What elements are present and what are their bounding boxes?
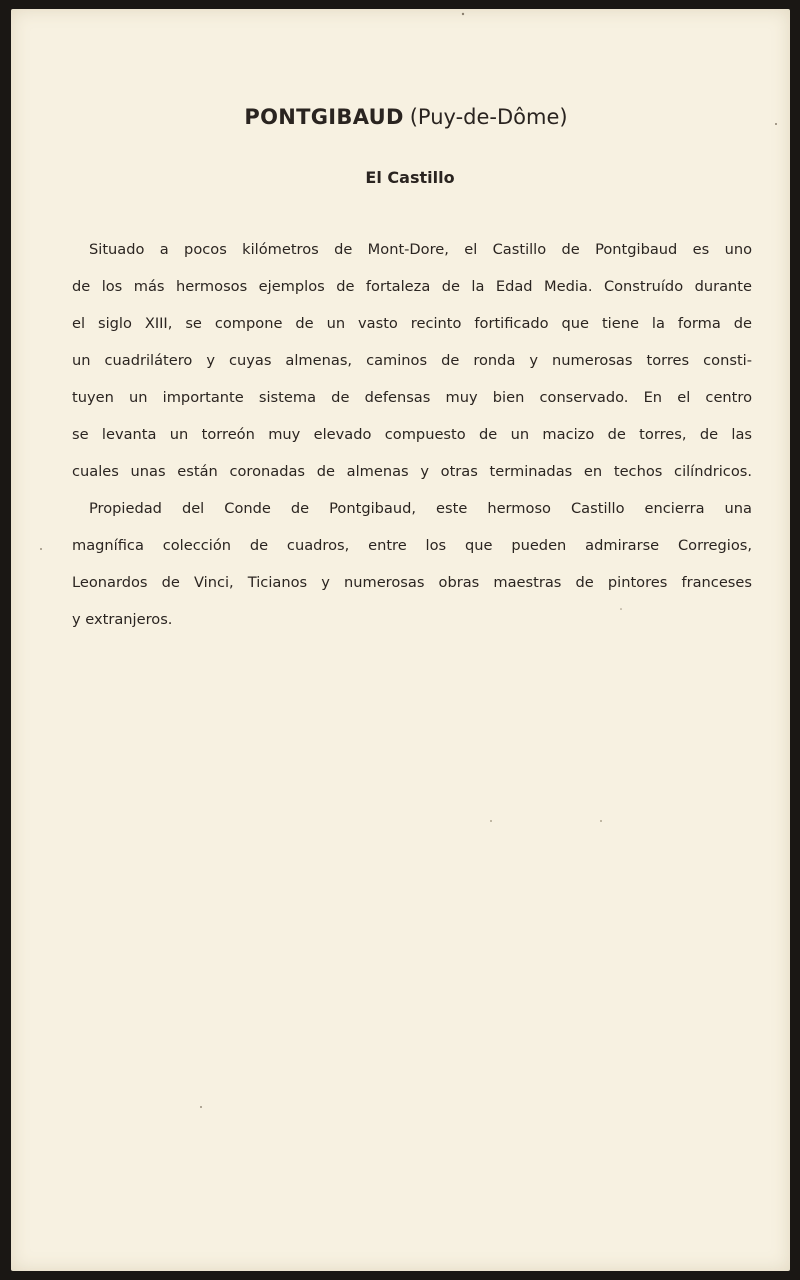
text-line: se levanta un torreón muy elevado compuesto de un macizo de torres, de las bbox=[72, 426, 752, 443]
text-line: Situado a pocos kilómetros de Mont-Dore, el Castillo de Pontgibaud es uno bbox=[89, 241, 752, 258]
postcard-back bbox=[11, 9, 790, 1271]
text-line: y extranjeros. bbox=[72, 611, 173, 628]
text-line: Propiedad del Conde de Pontgibaud, este hermoso Castillo encierra una bbox=[89, 500, 752, 517]
text-line: Leonardos de Vinci, Ticianos y numerosas obras maestras de pintores franceses bbox=[72, 574, 752, 591]
text-line: de los más hermosos ejemplos de fortaleza de la Edad Media. Construído durante bbox=[72, 278, 752, 295]
text-line: magnífica colección de cuadros, entre los que pueden admirarse Corregios, bbox=[72, 537, 752, 554]
page-title bbox=[11, 103, 790, 131]
title-place: PONTGIBAUD bbox=[244, 105, 404, 129]
text-line: el siglo XIII, se compone de un vasto recinto fortificado que tiene la forma de bbox=[72, 315, 752, 332]
text-line: un cuadrilátero y cuyas almenas, caminos de ronda y numerosas torres consti- bbox=[72, 352, 752, 369]
paragraph bbox=[72, 231, 752, 490]
paragraph bbox=[72, 490, 752, 638]
text-line: tuyen un importante sistema de defensas muy bien conservado. En el centro bbox=[72, 389, 752, 406]
text-line: cuales unas están coronadas de almenas y otras terminadas en techos cilíndricos. bbox=[72, 463, 752, 480]
description-text bbox=[72, 231, 752, 638]
page-subtitle: El Castillo bbox=[365, 168, 455, 187]
paper-specks bbox=[11, 9, 790, 1271]
title-region: (Puy-de-Dôme) bbox=[409, 105, 568, 129]
